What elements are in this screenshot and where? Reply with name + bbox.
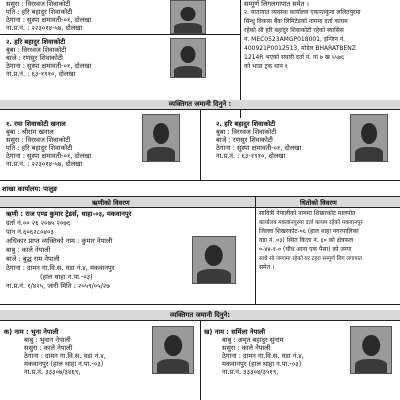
collateral-line-1: सावित्री नेपालीको नाममा शिखरकोट मालपोत — [259, 210, 356, 217]
branch-office-label: शाखा कार्यालय: पालुङ — [2, 185, 58, 193]
guarantors-bottom-rule — [0, 180, 400, 181]
guarantor-b-district: मकवानपुर (हाल थाहा न.पा.-०३) — [222, 360, 302, 368]
collateral-line-3: जिल्ला शिखरकोट-०६ (हाल थाहा नगरपालिका — [259, 228, 359, 235]
collateral-line-6: साथै सो जग्गामा रहेको घर टहरा सम्पूर्ण लिग लगापात — [259, 256, 362, 262]
guarantor-b-father: बाबु : अमृत बहादुर सुनाम — [222, 336, 284, 344]
guarantor-2-father: बुबा : विरध्वज शिवाकोटी — [216, 128, 277, 136]
table-column-divider — [255, 196, 256, 304]
collateral-line-4: वडा नं. ०३) स्थित कित्ता नं. ६० को क्षेत्रफल — [259, 237, 354, 244]
borrower-address: ठेगाना : दामन गा.वि.स. वडा नं.४, मकवानपुर — [6, 264, 115, 272]
guarantor-2-photo — [350, 114, 388, 162]
guarantor-b-photo — [350, 326, 392, 374]
guarantor-a-district: मकवानपुर (हाल थाहा न.पा.-०३) — [24, 360, 104, 368]
guarantor-photo-top-2 — [170, 38, 206, 78]
borrower-father: बाबु : काले नेपाली — [6, 246, 51, 254]
collateral-heading: धितोको विवरण — [300, 199, 337, 207]
top-left-husband: पति : हरि बहादुर शिवाकोटी — [6, 8, 73, 16]
guarantor-top-2-father: बुबा : विरध्वज शिवाकोटी — [6, 46, 67, 54]
top-right-line-3: सिन्धु विकास बैंक लिमिटेडको नाममा दर्ता कायम — [244, 18, 348, 25]
top-left-citizenship: ना.प्र.नं. : २२३०१४-५७, दोलखा — [6, 24, 83, 32]
collateral-line-2: कार्यालय मकवानपुरमा दर्ता कायम रहेको मकवानपुर — [259, 220, 363, 226]
top-left-father-in-law: ससुरा : विरध्वज शिवाकोटी — [6, 0, 71, 8]
guarantor-2-grandfather: बाजे : रणसुर शिवाकोटी — [216, 136, 273, 144]
guarantor-a-name: क) नाम : भुना नेपाली — [4, 328, 59, 336]
guarantor-2-name: २. हरि बहादुर शिवाकोटी — [216, 120, 276, 128]
bottom-guarantors-heading: व्यक्तिगत जमानी दिनुने: — [169, 311, 230, 319]
guarantor-1-citizenship: ना.प्र.नं. : २२३०१४-५७, दोलखा — [6, 160, 83, 168]
guarantor-top-2-grandfather: बाजे : रणसुर शिवाकोटी — [6, 54, 63, 62]
guarantor-1-father-in-law: ससुरा : विरध्वज शिवाकोटी — [6, 136, 71, 144]
guarantor-a-father: बाबु : भुवान नेपाली — [24, 336, 71, 344]
guarantor-a-address: ठेगाना : दामन गा.वि.स. वडा नं.४, — [24, 352, 106, 360]
borrower-grandfather: बाजे : बुद्ध राम नेपाली — [6, 255, 60, 263]
guarantors-column-divider — [200, 109, 201, 180]
guarantor-1-father: बुबा : श्रीराम खनाल — [6, 128, 54, 136]
guarantor-2-citizenship: ना.प्र.नं. : ६३-१९१०, दोलखा — [216, 152, 286, 160]
guarantor-a-photo — [152, 326, 194, 374]
personal-guarantors-heading: व्यक्तिगत जमानी दिनुने : — [168, 100, 232, 108]
guarantor-photo-top-1 — [170, 0, 206, 34]
borrower-photo — [192, 236, 236, 284]
guarantor-b-address: ठेगाना : दामन गा.वि.स. वडा नं.४, — [222, 352, 304, 360]
guarantor-top-2-citizenship: ना.प्र.नं. : ६३-१९१०, दोलखा — [6, 70, 76, 78]
borrower-heading: ऋणीको विवरण — [92, 199, 130, 207]
top-right-line-7: 1214R भएको सवारी दर्ता नं. ना ७ ख ५५७६ — [244, 54, 345, 61]
top-right-line-1: सम्पूर्ण लिगलगापात समेत । — [244, 0, 310, 8]
top-right-line-2: २. यातायात व्यवस्था कार्यालय एकान्तकुना ललितपुरमा — [244, 9, 361, 16]
top-right-line-5: नं. MEC0523AMGP018001, इन्जिन नं. — [244, 36, 346, 43]
guarantor-top-2-address: ठेगाना : सुस्पा क्षमावती-०१, दोलखा — [6, 62, 92, 70]
borrower-pan: पान नं.६०६२८०४०३ — [6, 228, 54, 236]
guarantor-1-photo — [142, 114, 180, 162]
borrower-citizenship: ना.प्र.नं. १/४२५, जारी मिति : २०५९/०५/२७ — [6, 282, 110, 290]
guarantor-1-husband: पति : हरि बहादुर शिवाकोटी — [6, 144, 73, 152]
guarantor-a-citizenship: ना.प्र.नं. ३३३०७/३४६९, — [24, 368, 81, 376]
guarantor-1-address: ठेगाना : सुस्पा क्षमावती-०१, दोलखा — [6, 152, 92, 160]
borrower-authorized-person: अधिकार प्राप्त व्यक्तिको नाम : कुमार नेपाली — [6, 237, 113, 245]
top-left-address: ठेगाना : सुस्पा क्षमावती-०१, दोलखा — [6, 16, 92, 24]
collateral-line-5: ०-४४-१-० (चौध आना एक पैसा) को जग्गा — [259, 246, 352, 253]
guarantor-a-father-in-law: ससुरा : काले नेपाली — [24, 344, 73, 352]
guarantor-b-father-in-law: ससुरा : काले नेपाली — [222, 344, 271, 352]
top-right-line-8: को भाडा ट्रक थान १ — [244, 63, 288, 70]
top-left-divider — [0, 34, 240, 35]
bottom-guarantors-divider — [200, 320, 201, 400]
top-right-line-4: रहेको श्री हरि बहादुर शिवाकोटी रहेको ब्यासिस — [244, 27, 344, 34]
borrower-registration: दर्ता नं.०० २६ २०७५ २०७६ — [6, 219, 71, 227]
table-bottom-rule — [0, 304, 400, 305]
collateral-line-7: समेत । — [259, 264, 275, 271]
guarantor-1-name: १. रमा शिवाकोटी खनाल — [6, 120, 66, 128]
bottom-guarantors-heading-band — [0, 310, 400, 320]
guarantor-2-address: ठेगाना : सुस्पा क्षमावती-०१, दोलखा — [216, 144, 302, 152]
guarantor-top-2-name: २. हरि बहादुर शिवाकोटी — [6, 38, 66, 46]
guarantor-b-name: ख) नाम : सर्मिला नेपाली — [204, 328, 266, 336]
personal-guarantors-heading-band — [0, 100, 400, 109]
guarantor-b-citizenship: ना.प्र.नं. ३३३०४/३५१९, — [222, 368, 279, 376]
borrower-name-line — [6, 210, 131, 218]
table-heading-rule — [0, 207, 400, 208]
borrower-name: ऋणी : राज एण्ड कुमार ट्रेडर्स, थाहा-०३, मकवानपुर — [6, 210, 132, 218]
top-right-line-6: 400921P0012513, मोडेल BHARATBENZ — [244, 45, 356, 52]
table-heading-band — [0, 197, 400, 207]
borrower-current-address: (हाल थाहा न.पा.-०३) — [40, 273, 93, 281]
